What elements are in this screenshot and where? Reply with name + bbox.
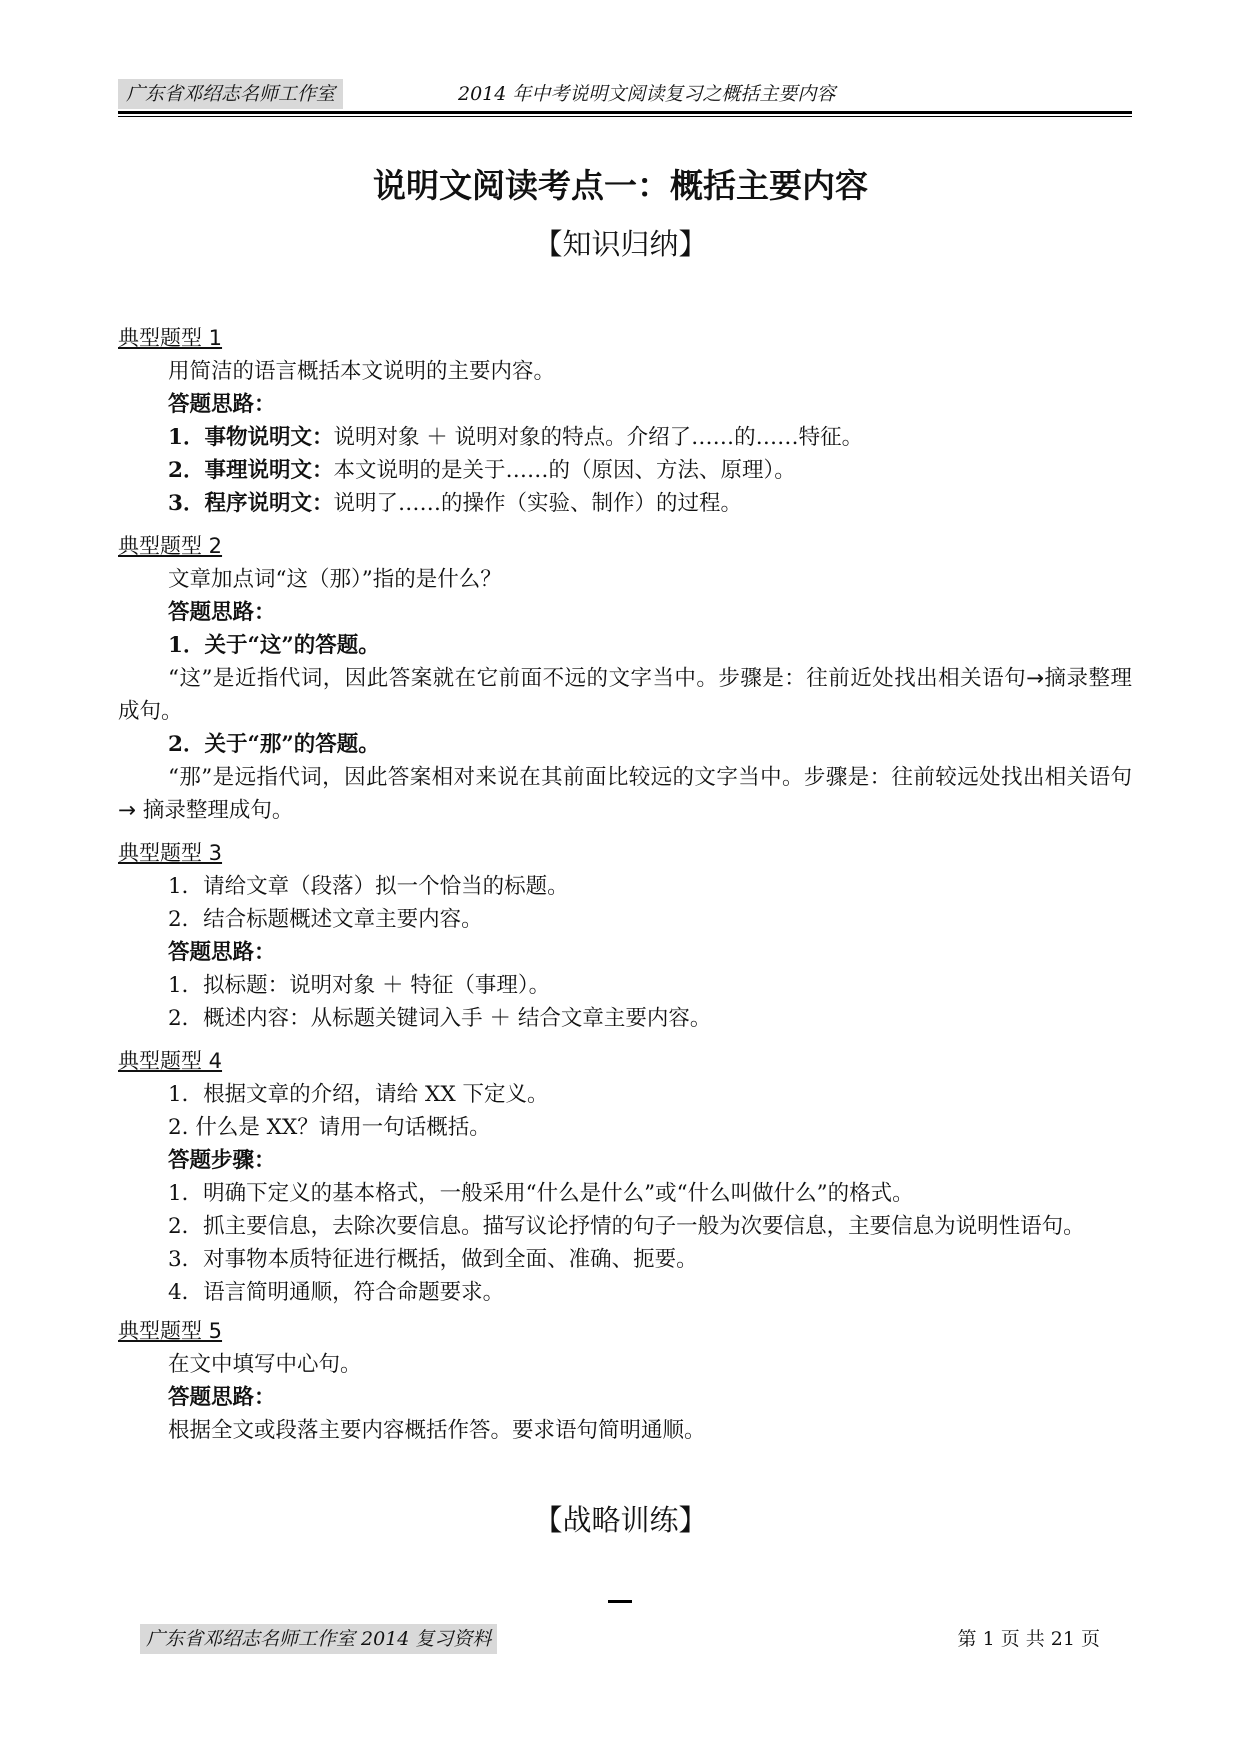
type-5-method-label: 答题思路： (168, 1385, 276, 1410)
item-text: 说明了……的操作（实验、制作）的过程。 (333, 491, 742, 516)
page-header (118, 74, 1132, 116)
type-2-sub2-label: 2．关于“那”的答题。 (168, 732, 380, 757)
page-title: 说明文阅读考点一：概括主要内容 (373, 166, 868, 205)
item-label: 2．事理说明文： (168, 458, 334, 483)
type-1-heading: 典型题型 1 (118, 326, 223, 350)
type-3-item-1: 1．拟标题：说明对象 ＋ 特征（事理）。 (168, 973, 551, 998)
main-content (118, 316, 1132, 1447)
page-number: 第 1 页 共 21 页 (957, 1628, 1100, 1650)
header-doc-title: 2014 年中考说明文阅读复习之概括主要内容 (458, 83, 836, 105)
section-knowledge-heading: 【知识归纳】 (533, 227, 708, 261)
type-4-heading: 典型题型 4 (118, 1049, 223, 1073)
type-5-question: 在文中填写中心句。 (168, 1352, 362, 1377)
item-label: 1．事物说明文： (168, 425, 334, 450)
type-2-method-label: 答题思路： (168, 600, 276, 625)
type-1-question: 用简洁的语言概括本文说明的主要内容。 (168, 359, 556, 384)
type-3-method-label: 答题思路： (168, 940, 276, 965)
type-5-heading: 典型题型 5 (118, 1319, 223, 1343)
type-3-question-1: 1．请给文章（段落）拟一个恰当的标题。 (168, 874, 569, 899)
sub1-text-a: “这”是近指代词，因此答案就在它前面不远的文字当中。步骤是：往前近处找出相关语句 (168, 666, 1027, 691)
type-1-item-2 (118, 454, 1132, 487)
item-label: 3．程序说明文： (168, 491, 334, 516)
header-rule-thick (118, 111, 1132, 114)
sub2-text-a: “那”是远指代词，因此答案相对来说在其前面比较远的文字当中。步骤是：往前较远处找出相关语句 (168, 765, 1132, 790)
type-5-answer: 根据全文或段落主要内容概括作答。要求语句简明通顺。 (168, 1418, 706, 1443)
type-2-sub2-text (118, 761, 1132, 827)
header-rule-thin (118, 116, 1132, 117)
type-3-heading: 典型题型 3 (118, 841, 223, 865)
type-1-item-3 (118, 487, 1132, 520)
type-2-heading: 典型题型 2 (118, 534, 223, 558)
type-4-item-3: 3．对事物本质特征进行概括，做到全面、准确、扼要。 (168, 1247, 698, 1272)
item-text: 本文说明的是关于……的（原因、方法、原理）。 (333, 458, 796, 483)
arrow-icon: → (118, 798, 137, 823)
type-4-item-4: 4．语言简明通顺，符合命题要求。 (168, 1280, 505, 1305)
type-1-item-1 (118, 421, 1132, 454)
type-4-item-1: 1．明确下定义的基本格式，一般采用“什么是什么”或“什么叫做什么”的格式。 (168, 1181, 914, 1206)
sub2-text-b: 摘录整理成句。 (136, 798, 294, 823)
type-2-sub1-label: 1．关于“这”的答题。 (168, 633, 380, 658)
type-4-question-2: 2. 什么是 XX？请用一句话概括。 (168, 1115, 491, 1140)
type-2-sub1-text (118, 662, 1132, 728)
type-2-question: 文章加点词“这（那）”指的是什么？ (168, 567, 502, 592)
type-4-question-1: 1．根据文章的介绍，请给 XX 下定义。 (168, 1082, 549, 1107)
sub1-text-b: 摘录整理成句。 (118, 666, 1132, 724)
type-3-item-2: 2．概述内容：从标题关键词入手 ＋ 结合文章主要内容。 (168, 1006, 712, 1031)
section-divider (608, 1600, 632, 1603)
type-4-method-label: 答题步骤： (168, 1148, 276, 1173)
page-footer (140, 1624, 1100, 1654)
type-3-question-2: 2．结合标题概述文章主要内容。 (168, 907, 483, 932)
type-1-method-label: 答题思路： (168, 392, 276, 417)
type-4-item-2: 2．抓主要信息，去除次要信息。描写议论抒情的句子一般为次要信息，主要信息为说明性语句。 (168, 1214, 1085, 1239)
section-training-heading: 【战略训练】 (533, 1503, 708, 1537)
arrow-icon: → (1026, 666, 1045, 691)
item-text: 说明对象 ＋ 说明对象的特点。介绍了……的……特征。 (333, 425, 864, 450)
header-org: 广东省邓绍志名师工作室 (118, 79, 343, 109)
footer-org: 广东省邓绍志名师工作室 2014 复习资料 (140, 1624, 497, 1654)
